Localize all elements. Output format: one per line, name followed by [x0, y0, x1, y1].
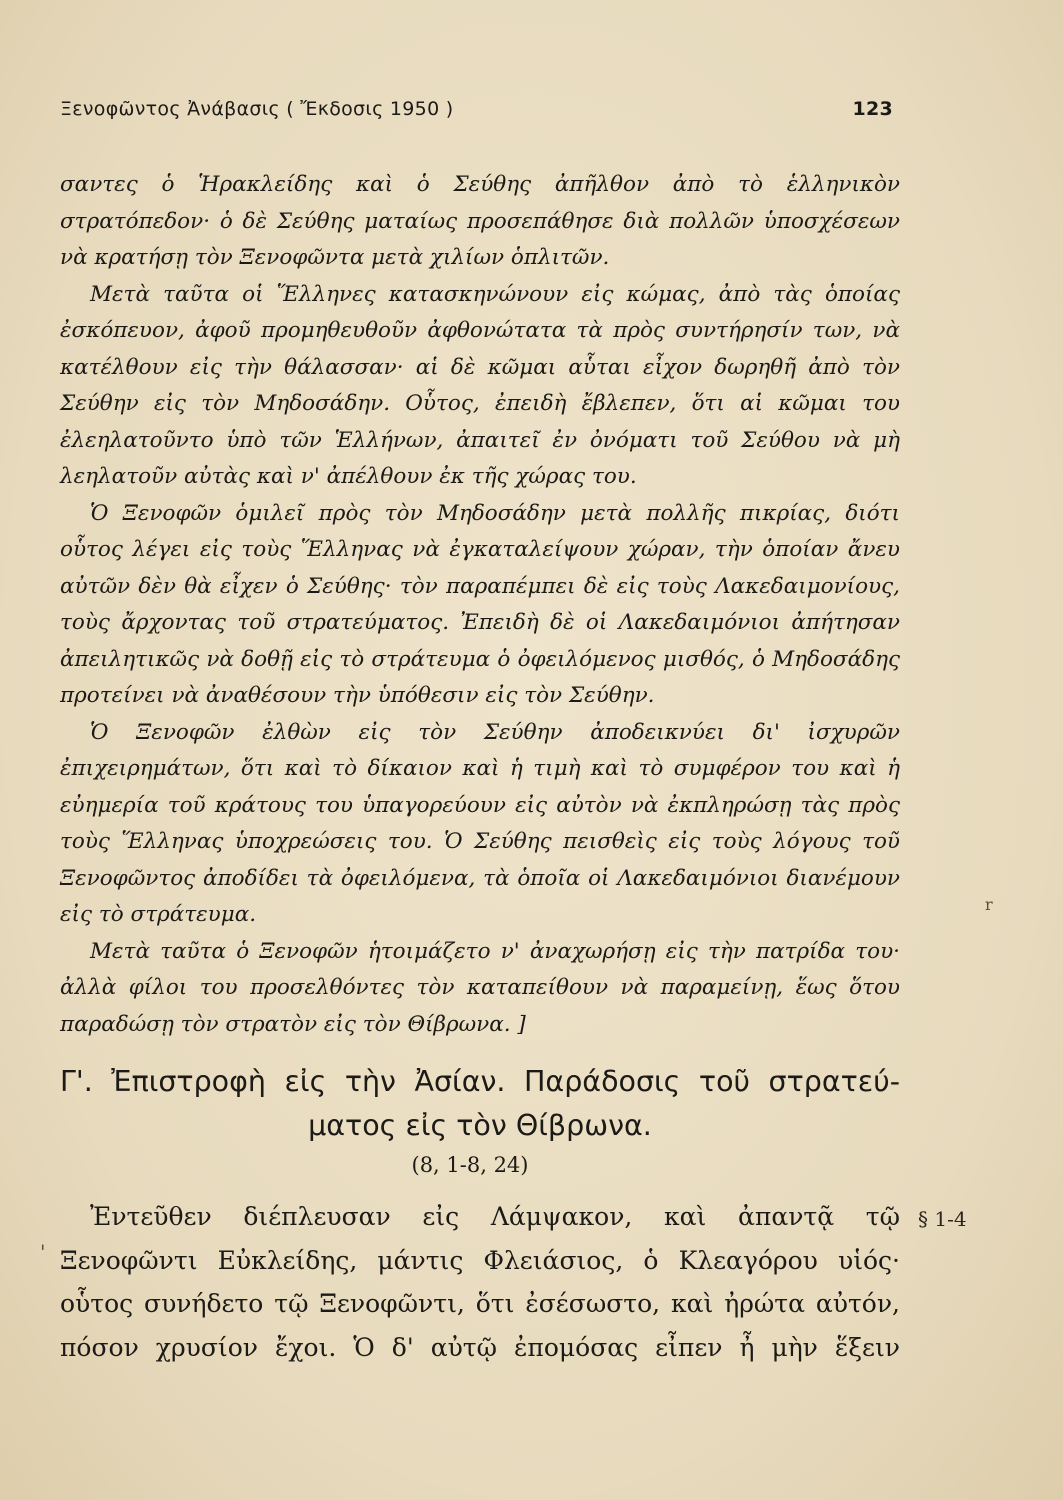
greek-source-text [60, 1195, 900, 1369]
summary-text [60, 167, 900, 1043]
margin-mark: ' [40, 1240, 46, 1264]
section-reference: (8, 1-8, 24) [411, 1153, 529, 1177]
page-number: 123 [852, 98, 893, 120]
paragraph: Ἐντεῦθεν διέπλευσαν εἰς Λάμψακον, καὶ ἀπαντᾷ τῷ Ξενοφῶντι Εὐκλείδης, μάντις Φλειάσιος, ὁ Κλεαγόρου υἱός· οὗτος συνήδετο τῷ Ξενοφῶντι, ὅτι ἐσέσωστο, καὶ ἠρώτα αὐτόν, πόσον χρυσίον ἔχοι. Ὁ δ' αὐτῷ ἐπομόσας εἶπεν ἦ μὴν ἕξειν [60, 1202, 900, 1362]
paragraph: Ὁ Ξενοφῶν ὁμιλεῖ πρὸς τὸν Μηδοσάδην μετὰ πολλῆς πικρίας, διότι οὗτος λέγει εἰς τοὺς Ἕλληνας νὰ ἐγκαταλείψουν χώραν, τὴν ὁποίαν ἄνευ αὐτῶν δὲν θὰ εἶχεν ὁ Σεύθης· τὸν παραπέμπει δὲ εἰς τοὺς Λακεδαιμονίους, τοὺς ἄρχοντας τοῦ στρατεύματος. Ἐπειδὴ δὲ οἱ Λακεδαιμόνιοι ἀπήτησαν ἀπειλητικῶς νὰ δοθῇ εἰς τὸ στράτευμα ὁ ὀφειλόμενος μισθός, ὁ Μηδοσάδης προτείνει νὰ ἀναθέσουν τὴν ὑπόθεσιν εἰς τὸν Σεύθην. [60, 500, 900, 708]
paragraph: Μετὰ ταῦτα ὁ Ξενοφῶν ἡτοιμάζετο ν' ἀναχωρήσῃ εἰς τὴν πατρίδα του· ἀλλὰ φίλοι του προσελθόντες τὸν καταπείθουν νὰ παραμείνῃ, ἕως ὅτου παραδώσῃ τὸν στρατὸν εἰς τὸν Θίβρωνα. ] [60, 938, 900, 1037]
book-title: Ξενοφῶντος Ἀνάβασις ( Ἔκδοσις 1950 ) [60, 98, 454, 120]
paragraph: σαντες ὁ Ἡρακλείδης καὶ ὁ Σεύθης ἀπῆλθον ἀπὸ τὸ ἑλληνικὸν στρατόπεδον· ὁ δὲ Σεύθης ματαίως προσεπάθησε διὰ πολλῶν ὑποσχέσεων νὰ κρατήσῃ τὸν Ξενοφῶντα μετὰ χιλίων ὁπλιτῶν. [60, 172, 900, 270]
section-heading [60, 1060, 900, 1148]
paragraph: Ὁ Ξενοφῶν ἐλθὼν εἰς τὸν Σεύθην ἀποδεικνύει δι' ἰσχυρῶν ἐπιχειρημάτων, ὅτι καὶ τὸ δίκαιον καὶ ἡ τιμὴ καὶ τὸ συμφέρον του καὶ ἡ εὐημερία τοῦ κράτους του ὑπαγορεύουν εἰς αὐτὸν νὰ ἐκπληρώσῃ τὰς πρὸς τοὺς Ἕλληνας ὑποχρεώσεις του. Ὁ Σεύθης πεισθεὶς εἰς τοὺς λόγους τοῦ Ξενοφῶντος ἀποδίδει τὰ ὀφειλόμενα, τὰ ὁποῖα οἱ Λακεδαιμόνιοι διανέμουν εἰς τὸ στράτευμα. [60, 719, 900, 927]
section-heading-line: ματος εἰς τὸν Θίβρωνα. [308, 1109, 652, 1142]
paragraph: Μετὰ ταῦτα οἱ Ἕλληνες κατασκηνώνουν εἰς κώμας, ἀπὸ τὰς ὁποίας ἐσκόπευον, ἀφοῦ προμηθευθοῦν ἀφθονώτατα τὰ πρὸς συντήρησίν των, νὰ κατέλθουν εἰς τὴν θάλασσαν· αἱ δὲ κῶμαι αὗται εἶχον δωρηθῆ ἀπὸ τὸν Σεύθην εἰς τὸν Μηδοσάδην. Οὗτος, ἐπειδὴ ἔβλεπεν, ὅτι αἱ κῶμαι του ἐλεηλατοῦντο ὑπὸ τῶν Ἑλλήνων, ἀπαιτεῖ ἐν ὀνόματι τοῦ Σεύθου νὰ μὴ λεηλατοῦν αὐτὰς καὶ ν' ἀπέλθουν ἐκ τῆς χώρας του. [60, 281, 900, 489]
margin-mark: r [985, 895, 993, 914]
side-reference: § 1-4 [918, 1207, 967, 1231]
section-heading-line: Γ'. Ἐπιστροφὴ εἰς τὴν Ἀσίαν. Παράδοσις τοῦ στρατεύ- [60, 1065, 900, 1098]
